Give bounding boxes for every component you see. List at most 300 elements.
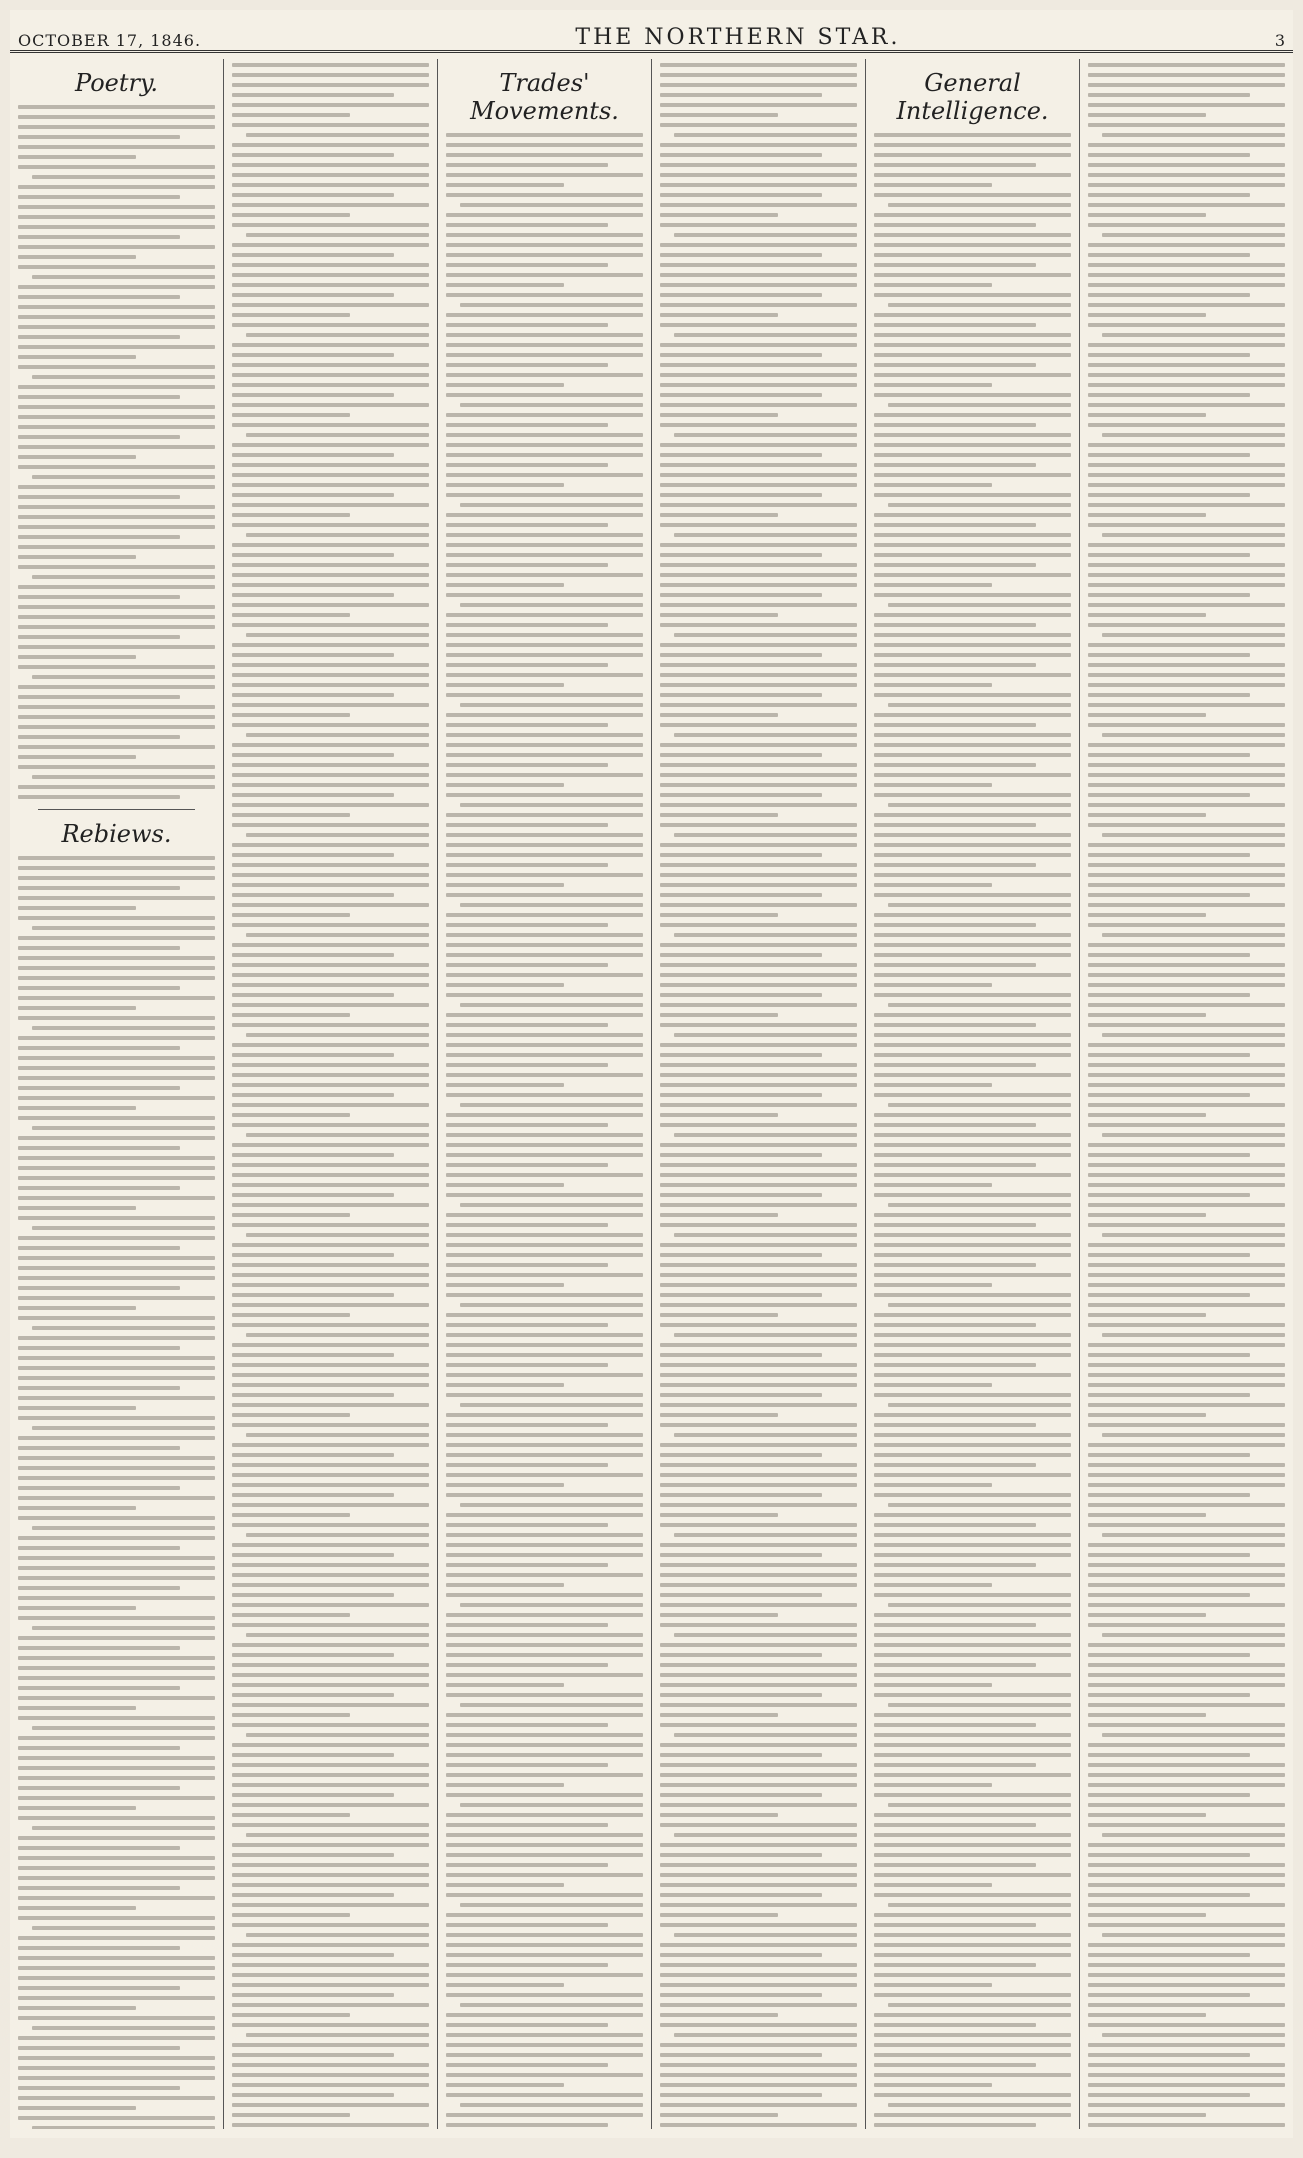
text-line — [232, 903, 429, 907]
text-line — [446, 1573, 643, 1577]
text-line — [232, 583, 429, 587]
text-line — [660, 543, 857, 547]
text-line — [1088, 2053, 1250, 2057]
text-line — [18, 1656, 215, 1660]
text-line — [446, 1193, 643, 1197]
text-line — [232, 1043, 429, 1047]
text-line — [18, 585, 215, 589]
text-line — [1088, 113, 1206, 117]
text-line — [874, 883, 992, 887]
text-line — [1088, 1803, 1285, 1807]
text-line — [660, 593, 822, 597]
text-line — [888, 1703, 1071, 1707]
text-line — [1102, 1033, 1285, 1037]
text-line — [446, 1753, 643, 1757]
text-line — [874, 163, 1036, 167]
text-line — [32, 1926, 215, 1930]
text-line — [18, 1066, 215, 1070]
text-line — [660, 1983, 857, 1987]
text-line — [460, 1603, 643, 1607]
text-line — [1088, 483, 1285, 487]
text-line — [874, 1153, 1071, 1157]
text-line — [446, 343, 643, 347]
text-line — [18, 285, 215, 289]
text-line — [874, 1383, 992, 1387]
text-line — [446, 183, 564, 187]
text-line — [446, 1263, 608, 1267]
text-line — [1088, 103, 1285, 107]
text-line — [446, 1833, 643, 1837]
text-line — [18, 1616, 215, 1620]
text-line — [446, 1853, 643, 1857]
text-line — [232, 1263, 429, 1267]
text-line — [874, 1713, 1071, 1717]
section-heading-trades-movements: Trades' Movements. — [470, 69, 619, 125]
text-line — [874, 1213, 1071, 1217]
text-line — [660, 1163, 857, 1167]
text-line — [232, 1643, 429, 1647]
text-line — [446, 513, 643, 517]
text-line — [18, 395, 180, 399]
text-line — [446, 1033, 643, 1037]
text-line — [1088, 1653, 1250, 1657]
text-line — [232, 493, 394, 497]
text-line — [1088, 1713, 1206, 1717]
text-line — [660, 123, 857, 127]
text-line — [1088, 823, 1285, 827]
text-line — [660, 943, 857, 947]
text-line — [232, 363, 429, 367]
text-line — [660, 1223, 857, 1227]
text-line — [1088, 163, 1285, 167]
text-line — [1088, 763, 1285, 767]
text-line — [660, 1403, 857, 1407]
text-line — [232, 1743, 429, 1747]
text-line — [18, 1556, 215, 1560]
text-line — [1088, 883, 1285, 887]
text-line — [446, 433, 643, 437]
text-line — [232, 2013, 350, 2017]
text-line — [446, 1663, 608, 1667]
text-line — [446, 1443, 643, 1447]
text-line — [660, 1413, 778, 1417]
text-line — [446, 693, 643, 697]
text-line — [232, 1623, 429, 1627]
text-line — [32, 1526, 215, 1530]
text-line — [18, 455, 136, 459]
text-line — [232, 1923, 429, 1927]
text-line — [874, 1673, 1071, 1677]
text-line — [246, 833, 429, 837]
text-line — [1102, 1733, 1285, 1737]
text-line — [232, 1943, 429, 1947]
text-line — [18, 695, 180, 699]
text-line — [18, 1136, 215, 1140]
text-line — [446, 1423, 608, 1427]
text-line — [18, 435, 180, 439]
text-line — [232, 1453, 394, 1457]
text-line — [1088, 1323, 1285, 1327]
text-line — [888, 2003, 1071, 2007]
text-line — [874, 1173, 1071, 1177]
text-line — [446, 2033, 643, 2037]
text-line — [660, 493, 822, 497]
text-line — [446, 1233, 643, 1237]
text-line — [232, 453, 394, 457]
text-line — [1088, 803, 1285, 807]
text-line — [1102, 1233, 1285, 1237]
text-line — [874, 853, 1071, 857]
text-line — [18, 1666, 215, 1670]
text-line — [1088, 1083, 1285, 1087]
text-line — [1088, 1253, 1250, 1257]
text-block — [18, 856, 215, 2129]
text-line — [874, 233, 1071, 237]
text-line — [232, 1203, 429, 1207]
text-line — [232, 1093, 394, 1097]
text-line — [446, 133, 643, 137]
text-line — [460, 903, 643, 907]
text-line — [1088, 2043, 1285, 2047]
text-line — [660, 1293, 822, 1297]
text-line — [232, 1173, 429, 1177]
section-heading-reviews: Rebiews. — [61, 820, 172, 848]
text-line — [874, 2023, 1036, 2027]
text-line — [446, 1763, 608, 1767]
text-line — [232, 1723, 429, 1727]
text-line — [232, 1103, 429, 1107]
text-line — [446, 393, 643, 397]
text-line — [18, 1116, 215, 1120]
text-line — [446, 253, 643, 257]
text-line — [446, 143, 643, 147]
text-line — [1088, 1993, 1250, 1997]
text-line — [232, 93, 394, 97]
text-line — [232, 283, 429, 287]
text-line — [874, 863, 1036, 867]
text-line — [1088, 703, 1285, 707]
text-line — [660, 163, 857, 167]
text-line — [18, 1956, 215, 1960]
text-line — [874, 1543, 1071, 1547]
text-line — [660, 1303, 857, 1307]
text-line — [32, 1126, 215, 1130]
text-line — [18, 555, 136, 559]
text-line — [674, 1633, 857, 1637]
text-line — [874, 1013, 1071, 1017]
text-line — [18, 1756, 215, 1760]
text-line — [446, 1243, 643, 1247]
text-line — [1088, 353, 1250, 357]
text-line — [660, 1713, 778, 1717]
text-line — [18, 105, 215, 109]
text-line — [18, 1306, 136, 1310]
text-line — [18, 1156, 215, 1160]
text-line — [232, 1503, 429, 1507]
text-line — [246, 733, 429, 737]
text-line — [446, 223, 608, 227]
text-line — [1088, 1823, 1285, 1827]
text-line — [1102, 533, 1285, 537]
text-line — [18, 425, 215, 429]
text-line — [874, 523, 1036, 527]
text-line — [446, 1173, 643, 1177]
text-line — [874, 1893, 1071, 1897]
text-line — [1088, 1303, 1285, 1307]
text-line — [1102, 1633, 1285, 1637]
text-line — [446, 1993, 643, 1997]
text-line — [1088, 423, 1285, 427]
text-line — [232, 1553, 394, 1557]
text-line — [1088, 1743, 1285, 1747]
text-line — [660, 1373, 857, 1377]
text-line — [660, 203, 857, 207]
text-line — [660, 573, 857, 577]
text-line — [18, 2106, 136, 2110]
text-line — [232, 503, 429, 507]
text-line — [18, 485, 215, 489]
text-line — [1088, 973, 1285, 977]
text-line — [1088, 1073, 1285, 1077]
text-line — [888, 1603, 1071, 1607]
text-line — [460, 1803, 643, 1807]
text-line — [874, 673, 1071, 677]
text-line — [1088, 1173, 1285, 1177]
text-line — [660, 653, 822, 657]
text-line — [18, 515, 215, 519]
text-line — [660, 693, 822, 697]
text-line — [18, 1766, 215, 1770]
text-line — [232, 1023, 429, 1027]
text-line — [18, 545, 215, 549]
text-line — [1088, 1403, 1285, 1407]
text-line — [874, 563, 1036, 567]
text-line — [660, 473, 857, 477]
text-line — [660, 1793, 822, 1797]
text-line — [674, 633, 857, 637]
text-line — [874, 1983, 992, 1987]
text-line — [1088, 1563, 1285, 1567]
text-line — [446, 1013, 643, 1017]
text-line — [246, 1033, 429, 1037]
text-line — [18, 1966, 215, 1970]
text-line — [446, 533, 643, 537]
text-line — [1088, 1313, 1206, 1317]
text-line — [660, 1993, 822, 1997]
text-line — [18, 255, 136, 259]
text-line — [1088, 203, 1285, 207]
text-line — [446, 373, 643, 377]
text-line — [1088, 1423, 1285, 1427]
text-line — [446, 1413, 643, 1417]
text-line — [18, 2006, 136, 2010]
text-line — [874, 1793, 1071, 1797]
text-line — [232, 2103, 429, 2107]
text-line — [232, 1693, 394, 1697]
text-line — [874, 283, 992, 287]
text-line — [446, 383, 564, 387]
text-line — [888, 1903, 1071, 1907]
text-line — [874, 1853, 1071, 1857]
text-line — [874, 1343, 1071, 1347]
text-line — [246, 1233, 429, 1237]
text-line — [232, 413, 350, 417]
text-line — [460, 1103, 643, 1107]
text-line — [446, 643, 643, 647]
text-line — [232, 1083, 429, 1087]
text-line — [446, 483, 564, 487]
text-line — [874, 613, 1071, 617]
text-line — [874, 1233, 1071, 1237]
text-line — [660, 2123, 857, 2127]
text-line — [660, 293, 822, 297]
text-line — [1088, 1943, 1285, 1947]
text-line — [660, 193, 822, 197]
text-line — [232, 423, 429, 427]
text-line — [460, 803, 643, 807]
text-line — [446, 753, 643, 757]
text-line — [874, 493, 1071, 497]
text-line — [660, 1213, 778, 1217]
text-line — [446, 1653, 643, 1657]
text-line — [874, 363, 1036, 367]
text-line — [18, 2076, 215, 2080]
text-line — [660, 993, 822, 997]
text-line — [660, 1763, 857, 1767]
text-line — [446, 723, 608, 727]
text-line — [660, 1663, 857, 1667]
text-line — [232, 163, 429, 167]
text-line — [1088, 1883, 1285, 1887]
text-line — [1088, 1623, 1285, 1627]
text-line — [460, 1703, 643, 1707]
text-line — [1088, 1143, 1285, 1147]
text-line — [1088, 1043, 1285, 1047]
text-line — [874, 2083, 992, 2087]
text-line — [446, 1453, 643, 1457]
text-line — [1088, 243, 1285, 247]
text-line — [874, 1333, 1071, 1337]
text-line — [32, 775, 215, 779]
text-line — [18, 715, 215, 719]
text-line — [1088, 1013, 1206, 1017]
text-line — [1088, 2003, 1285, 2007]
text-line — [446, 1053, 643, 1057]
text-line — [232, 943, 429, 947]
text-line — [1088, 1383, 1285, 1387]
text-line — [18, 956, 215, 960]
text-line — [446, 913, 643, 917]
text-line — [888, 1503, 1071, 1507]
text-line — [660, 1063, 857, 1067]
text-line — [1088, 1973, 1285, 1977]
section-heading-poetry: Poetry. — [75, 69, 158, 97]
text-line — [1088, 2093, 1250, 2097]
text-line — [874, 1693, 1071, 1697]
text-line — [446, 1823, 608, 1827]
text-line — [232, 603, 429, 607]
text-line — [1088, 1243, 1285, 1247]
text-line — [232, 593, 394, 597]
text-line — [446, 1893, 643, 1897]
text-line — [874, 1563, 1036, 1567]
text-line — [446, 1343, 643, 1347]
text-line — [232, 1973, 429, 1977]
issue-date: OCTOBER 17, 1846. — [18, 31, 202, 50]
text-line — [874, 1683, 992, 1687]
text-line — [1088, 1363, 1285, 1367]
text-line — [1088, 453, 1250, 457]
text-line — [660, 373, 857, 377]
text-line — [660, 1653, 822, 1657]
text-line — [660, 93, 822, 97]
text-line — [446, 1463, 608, 1467]
text-line — [18, 866, 215, 870]
text-line — [232, 1883, 429, 1887]
text-line — [32, 2026, 215, 2030]
text-line — [1088, 1683, 1285, 1687]
text-line — [232, 2023, 429, 2027]
text-line — [18, 705, 215, 709]
text-line — [18, 265, 215, 269]
text-line — [1102, 1433, 1285, 1437]
text-line — [660, 513, 778, 517]
text-line — [874, 643, 1071, 647]
text-line — [232, 1273, 429, 1277]
text-line — [1088, 783, 1285, 787]
text-line — [874, 423, 1036, 427]
column-4 — [652, 59, 866, 2129]
text-line — [660, 1783, 857, 1787]
text-line — [446, 1533, 643, 1537]
text-line — [446, 323, 608, 327]
text-line — [232, 353, 394, 357]
text-line — [1088, 293, 1250, 297]
text-line — [446, 1783, 564, 1787]
text-line — [1088, 1793, 1250, 1797]
text-line — [232, 1493, 394, 1497]
text-line — [888, 2103, 1071, 2107]
text-line — [1088, 893, 1250, 897]
text-line — [1088, 1783, 1285, 1787]
text-line — [18, 1056, 215, 1060]
text-line — [1088, 73, 1285, 77]
text-line — [18, 115, 215, 119]
text-line — [1088, 943, 1285, 947]
text-line — [18, 966, 215, 970]
text-line — [888, 1303, 1071, 1307]
text-line — [1088, 283, 1285, 287]
text-line — [18, 605, 215, 609]
text-line — [874, 173, 1071, 177]
text-line — [660, 1023, 857, 1027]
text-line — [660, 73, 857, 77]
text-line — [660, 743, 857, 747]
text-line — [232, 1753, 394, 1757]
text-line — [446, 1863, 608, 1867]
text-line — [660, 1183, 857, 1187]
text-line — [660, 1383, 857, 1387]
text-line — [232, 1813, 350, 1817]
text-line — [232, 183, 429, 187]
text-line — [232, 643, 429, 647]
text-line — [18, 1286, 180, 1290]
text-line — [874, 463, 1036, 467]
text-line — [232, 683, 429, 687]
text-line — [660, 873, 857, 877]
text-line — [460, 203, 643, 207]
text-line — [660, 803, 857, 807]
